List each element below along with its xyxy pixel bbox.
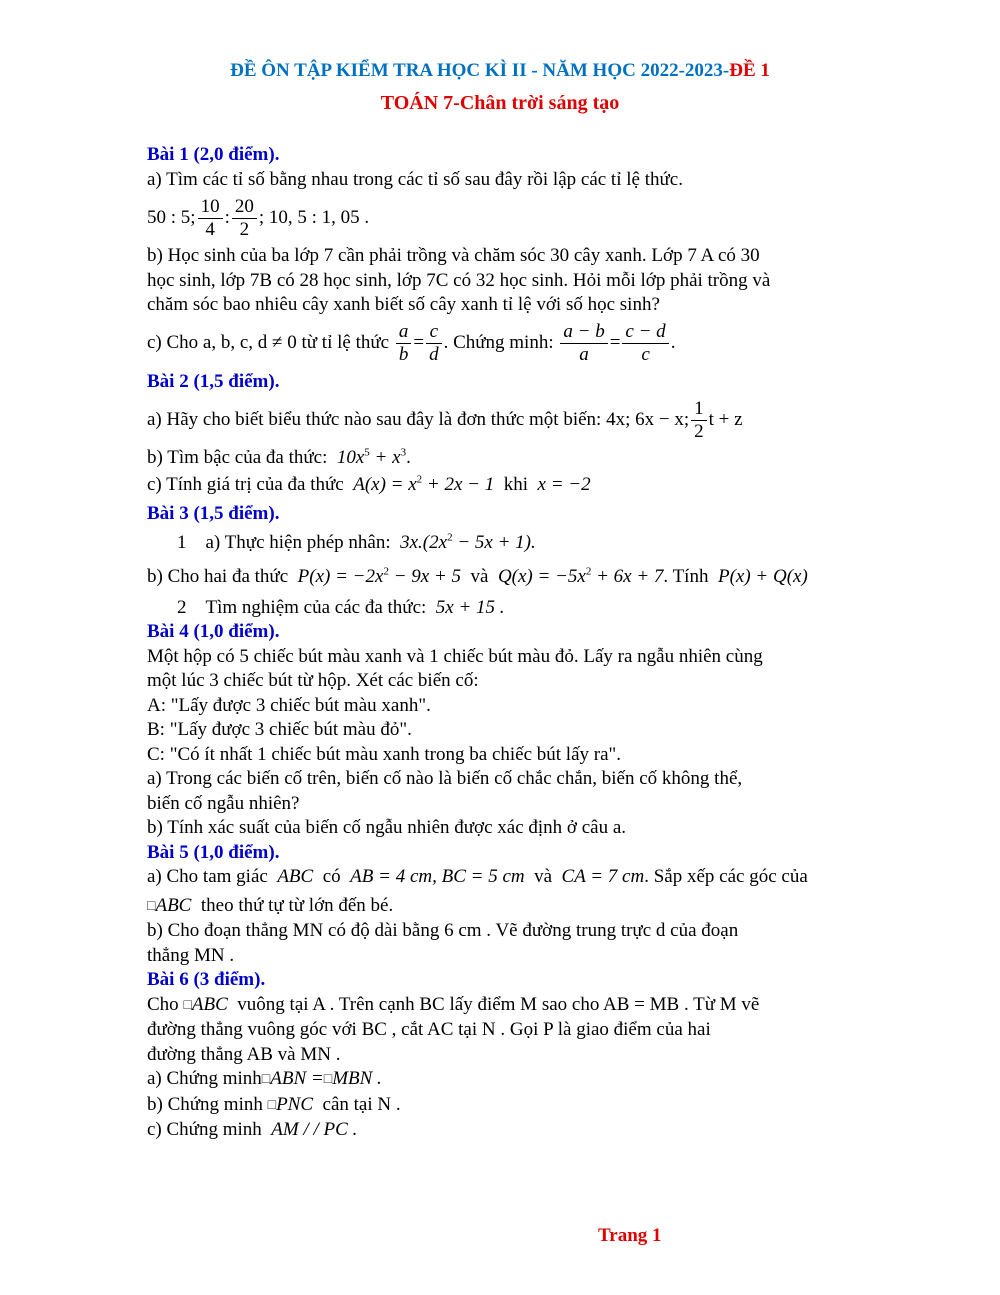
fraction: $\frac{10}{4}$ bbox=[198, 196, 223, 241]
fraction: $\frac{a - b}{a}$ bbox=[560, 321, 607, 366]
fraction: $\frac{1}{2}$ bbox=[691, 398, 707, 443]
bai3-heading: Bài 3 (1,5 điểm). bbox=[147, 503, 280, 524]
title-main: ĐỀ ÔN TẬP KIỂM TRA HỌC KÌ II - NĂM HỌC 2022-2023- bbox=[230, 60, 730, 81]
bai3-c: 2 Tìm nghiệm của các đa thức: 5x + 15 . bbox=[177, 596, 505, 618]
missing-glyph-icon: □ bbox=[183, 997, 192, 1013]
bai2-b: b) Tìm bậc của đa thức: $10x^5 + x^3$. bbox=[147, 446, 411, 468]
bai1-b-line2: học sinh, lớp 7B có 28 học sinh, lớp 7C có 32 học sinh. Hỏi mỗi lớp phải trồng và bbox=[147, 269, 771, 291]
bai1-a: a) Tìm các tỉ số bằng nhau trong các tỉ số sau đây rồi lập các tỉ lệ thức. bbox=[147, 168, 683, 190]
bai6-line1: Cho □ABC vuông tại A . Trên cạnh BC lấy điểm M sao cho AB = MB . Từ M vẽ bbox=[147, 993, 760, 1015]
ratio-3: ; 10, 5 : 1, 05 . bbox=[258, 206, 370, 228]
bai5-heading: Bài 5 (1,0 điểm). bbox=[147, 841, 280, 863]
bai4-event-c: C: "Có ít nhất 1 chiếc bút màu xanh trong ba chiếc bút lấy ra". bbox=[147, 743, 622, 765]
bai1-b-line1: b) Học sinh của ba lớp 7 cần phải trồng và chăm sóc 30 cây xanh. Lớp 7 A có 30 bbox=[147, 245, 760, 266]
bai6-a: a) Chứng minh□ABN =□MBN . bbox=[147, 1068, 382, 1089]
bai4-heading: Bài 4 (1,0 điểm). bbox=[147, 621, 280, 642]
missing-glyph-icon: □ bbox=[267, 1097, 277, 1113]
bai1-a-ratios: 50 : 5; $\frac{10}{4}$ : $\frac{20}{2}$ ; 10, 5 : 1, 05 . bbox=[147, 195, 370, 240]
bai6-line2: đường thẳng vuông góc với BC , cắt AC tại N . Gọi P là giao điểm của hai bbox=[147, 1019, 711, 1040]
bai6-heading: Bài 6 (3 điểm). bbox=[147, 969, 266, 990]
bai4-line1: Một hộp có 5 chiếc bút màu xanh và 1 chiếc bút màu đỏ. Lấy ra ngẫu nhiên cùng bbox=[147, 645, 763, 667]
bai2-c: c) Tính giá trị của đa thức $A(x) = x^2 + 2x - 1$ khi x = −2 bbox=[147, 473, 591, 495]
bai4-question-b: b) Tính xác suất của biến cố ngẫu nhiên được xác định ở câu a. bbox=[147, 817, 627, 838]
bai5-a: a) Cho tam giác ABC có AB = 4 cm, BC = 5 cm và CA = 7 cm. Sắp xếp các góc của bbox=[147, 866, 808, 887]
bai3-a: 1 a) Thực hiện phép nhân: $3x.(2x^2 - 5x + 1)$. bbox=[177, 531, 536, 553]
bai6-c: c) Chứng minh AM / / PC . bbox=[147, 1119, 358, 1140]
bai4-question-a2: biến cố ngẫu nhiên? bbox=[147, 792, 300, 814]
bai6-line3: đường thẳng AB và MN . bbox=[147, 1043, 341, 1065]
bai5-b-line2: thẳng MN . bbox=[147, 944, 235, 966]
page-subtitle: TOÁN 7-Chân trời sáng tạo bbox=[380, 92, 620, 114]
bai4-question-a: a) Trong các biến cố trên, biến cố nào là biến cố chắc chắn, biến cố không thể, bbox=[147, 768, 743, 789]
missing-glyph-icon: □ bbox=[147, 898, 156, 914]
exam-content bbox=[147, 143, 857, 1143]
fraction: $\frac{c - d}{c}$ bbox=[622, 321, 668, 366]
page-title bbox=[0, 60, 1000, 82]
bai1-b-line3: chăm sóc bao nhiêu cây xanh biết số cây xanh tỉ lệ với số học sinh? bbox=[147, 294, 660, 315]
fraction: $\frac{a}{b}$ bbox=[396, 321, 412, 366]
bai4-line2: một lúc 3 chiếc bút từ hộp. Xét các biến cố: bbox=[147, 670, 479, 691]
bai4-event-b: B: "Lấy được 3 chiếc bút màu đỏ". bbox=[147, 719, 412, 740]
missing-glyph-icon: □ bbox=[323, 1072, 333, 1087]
bai6-b: b) Chứng minh □PNC cân tại N . bbox=[147, 1093, 401, 1115]
bai3-b: b) Cho hai đa thức $P(x) = -2x^2 - 9x + 5$ và $Q(x) = -5x^2 + 6x + 7$. Tính P(x) + Q(x) bbox=[147, 565, 808, 587]
fraction: $\frac{20}{2}$ bbox=[232, 196, 257, 241]
bai1-heading: Bài 1 (2,0 điểm). bbox=[147, 144, 280, 165]
bai5-a-line2: □ABC theo thứ tự từ lớn đến bé. bbox=[147, 894, 394, 916]
fraction: $\frac{c}{d}$ bbox=[426, 321, 442, 366]
bai2-a: a) Hãy cho biết biểu thức nào sau đây là đơn thức một biến: 4x; 6x − x; $\frac{1}{2}$ t + z bbox=[147, 397, 743, 442]
bai1-c: c) Cho a, b, c, d ≠ 0 từ tỉ lệ thức $\frac{a}{b}$ = $\frac{c}{d}$ . Chứng minh: $\frac{a - b}{a}$ = $\frac{c - d}{c}$ . bbox=[147, 321, 676, 365]
bai4-event-a: A: "Lấy được 3 chiếc bút màu xanh". bbox=[147, 694, 431, 716]
page-number: Trang 1 bbox=[598, 1225, 662, 1246]
ratio-1: 50 : 5; bbox=[147, 206, 196, 228]
bai5-b-line1: b) Cho đoạn thẳng MN có độ dài bằng 6 cm . Vẽ đường trung trực d của đoạn bbox=[147, 920, 739, 941]
missing-glyph-icon: □ bbox=[261, 1072, 271, 1087]
title-exam-number: ĐỀ 1 bbox=[729, 60, 770, 81]
bai2-heading: Bài 2 (1,5 điểm). bbox=[147, 370, 280, 392]
